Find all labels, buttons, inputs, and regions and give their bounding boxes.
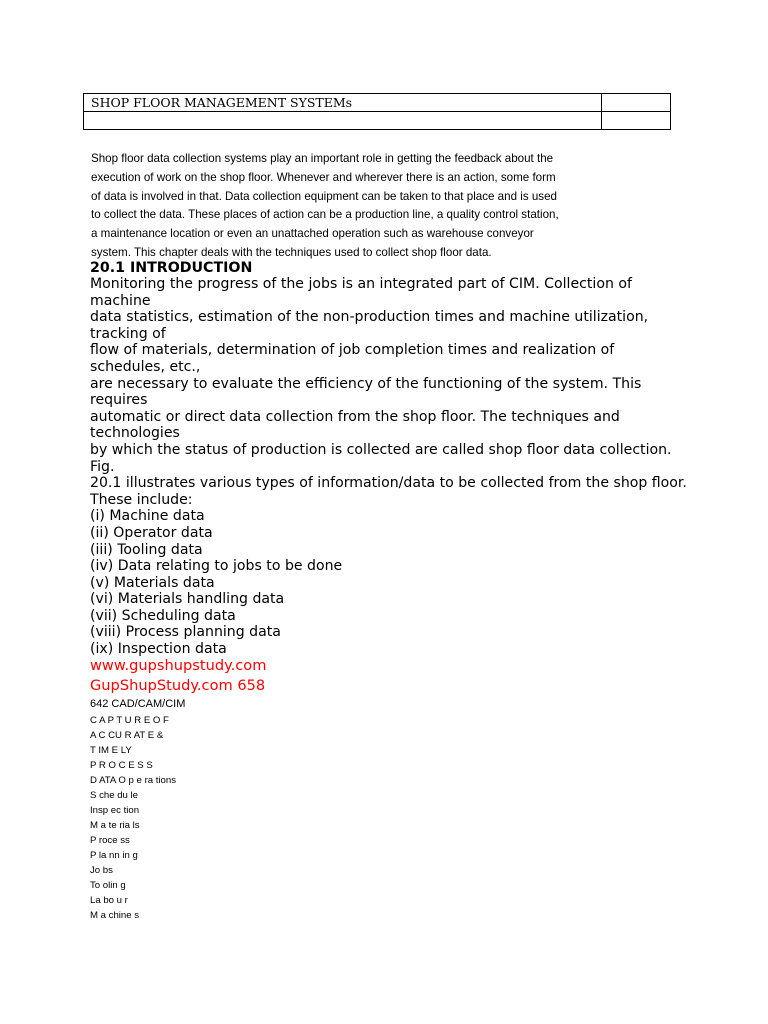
list-item: (vi) Materials handling data	[90, 591, 285, 608]
body-line: flow of materials, determination of job completion times and realization of	[90, 342, 615, 359]
body-line: automatic or direct data collection from the shop floor. The techniques and	[90, 408, 620, 425]
figure-label: C A P T U R E O F	[90, 715, 169, 726]
header-table	[83, 93, 671, 130]
figure-label: M a te ria ls	[90, 820, 140, 831]
list-item: (ix) Inspection data	[90, 641, 227, 658]
figure-label: S che du le	[90, 790, 139, 801]
figure-caption: 642 CAD/CAM/CIM	[90, 698, 186, 710]
body-line: data statistics, estimation of the non-production times and machine utilization,	[90, 309, 649, 326]
body-line: requires	[90, 392, 148, 409]
figure-label: P la nn in g	[90, 850, 138, 861]
abstract-line: of data is involved in that. Data collection equipment can be taken to that place and is used	[91, 189, 557, 203]
abstract-line: a maintenance location or even an unattached operation such as warehouse conveyor	[91, 227, 534, 241]
figure-label: M a chine s	[90, 910, 140, 921]
figure-label: Jo bs	[90, 865, 113, 876]
list-item: (iii) Tooling data	[90, 541, 203, 558]
header-empty-cell	[602, 94, 671, 112]
figure-label: A C CU R AT E &	[90, 730, 164, 741]
figure-label: P roce ss	[90, 835, 130, 846]
body-line: schedules, etc.,	[90, 358, 201, 375]
section-heading: 20.1 INTRODUCTION	[90, 260, 253, 276]
header-empty-cell	[602, 112, 671, 130]
body-line: are necessary to evaluate the efficiency of the functioning of the system. This	[90, 375, 642, 392]
body-line: technologies	[90, 425, 180, 442]
list-item: (ii) Operator data	[90, 524, 213, 541]
abstract-line: execution of work on the shop floor. Whenever and wherever there is an action, some form	[91, 170, 556, 184]
list-item: (viii) Process planning data	[90, 624, 281, 641]
figure-labels	[90, 713, 176, 923]
figure-label: T IM E LY	[90, 745, 132, 756]
website-link[interactable]: www.gupshupstudy.com	[90, 657, 267, 674]
figure-label: La bo u r	[90, 895, 128, 906]
list-item: (i) Machine data	[90, 508, 205, 525]
body-text	[90, 276, 690, 658]
figure-label: D ATA O p e ra tions	[90, 775, 177, 786]
figure-label: To olin g	[90, 880, 126, 891]
website-page-label: GupShupStudy.com 658	[90, 676, 266, 694]
abstract-line: Shop floor data collection systems play an important role in getting the feedback about the	[91, 152, 554, 165]
list-item: (v) Materials data	[90, 574, 215, 591]
body-line: tracking of	[90, 325, 166, 342]
header-title-cell: SHOP FLOOR MANAGEMENT SYSTEMs	[84, 94, 602, 112]
figure-label: P R O C E S S	[90, 760, 153, 771]
abstract-line: system. This chapter deals with the techniques used to collect shop floor data.	[91, 245, 492, 259]
body-line: Fig.	[90, 458, 115, 475]
watermark-links	[90, 656, 266, 695]
body-line: Monitoring the progress of the jobs is an integrated part of CIM. Collection of	[90, 276, 632, 292]
figure-label: Insp ec tion	[90, 805, 140, 816]
chapter-abstract	[91, 150, 651, 263]
body-line: These include:	[90, 491, 193, 508]
header-table-row	[84, 94, 671, 112]
list-item: (vii) Scheduling data	[90, 607, 236, 624]
body-line: machine	[90, 292, 151, 309]
abstract-line: to collect the data. These places of action can be a production line, a quality control station,	[91, 208, 559, 222]
body-line: 20.1 illustrates various types of information/data to be collected from the shop floor.	[90, 475, 687, 492]
header-empty-cell	[84, 112, 602, 130]
list-item: (iv) Data relating to jobs to be done	[90, 558, 343, 575]
header-table-row	[84, 112, 671, 130]
body-line: by which the status of production is collected are called shop floor data collection.	[90, 441, 672, 458]
